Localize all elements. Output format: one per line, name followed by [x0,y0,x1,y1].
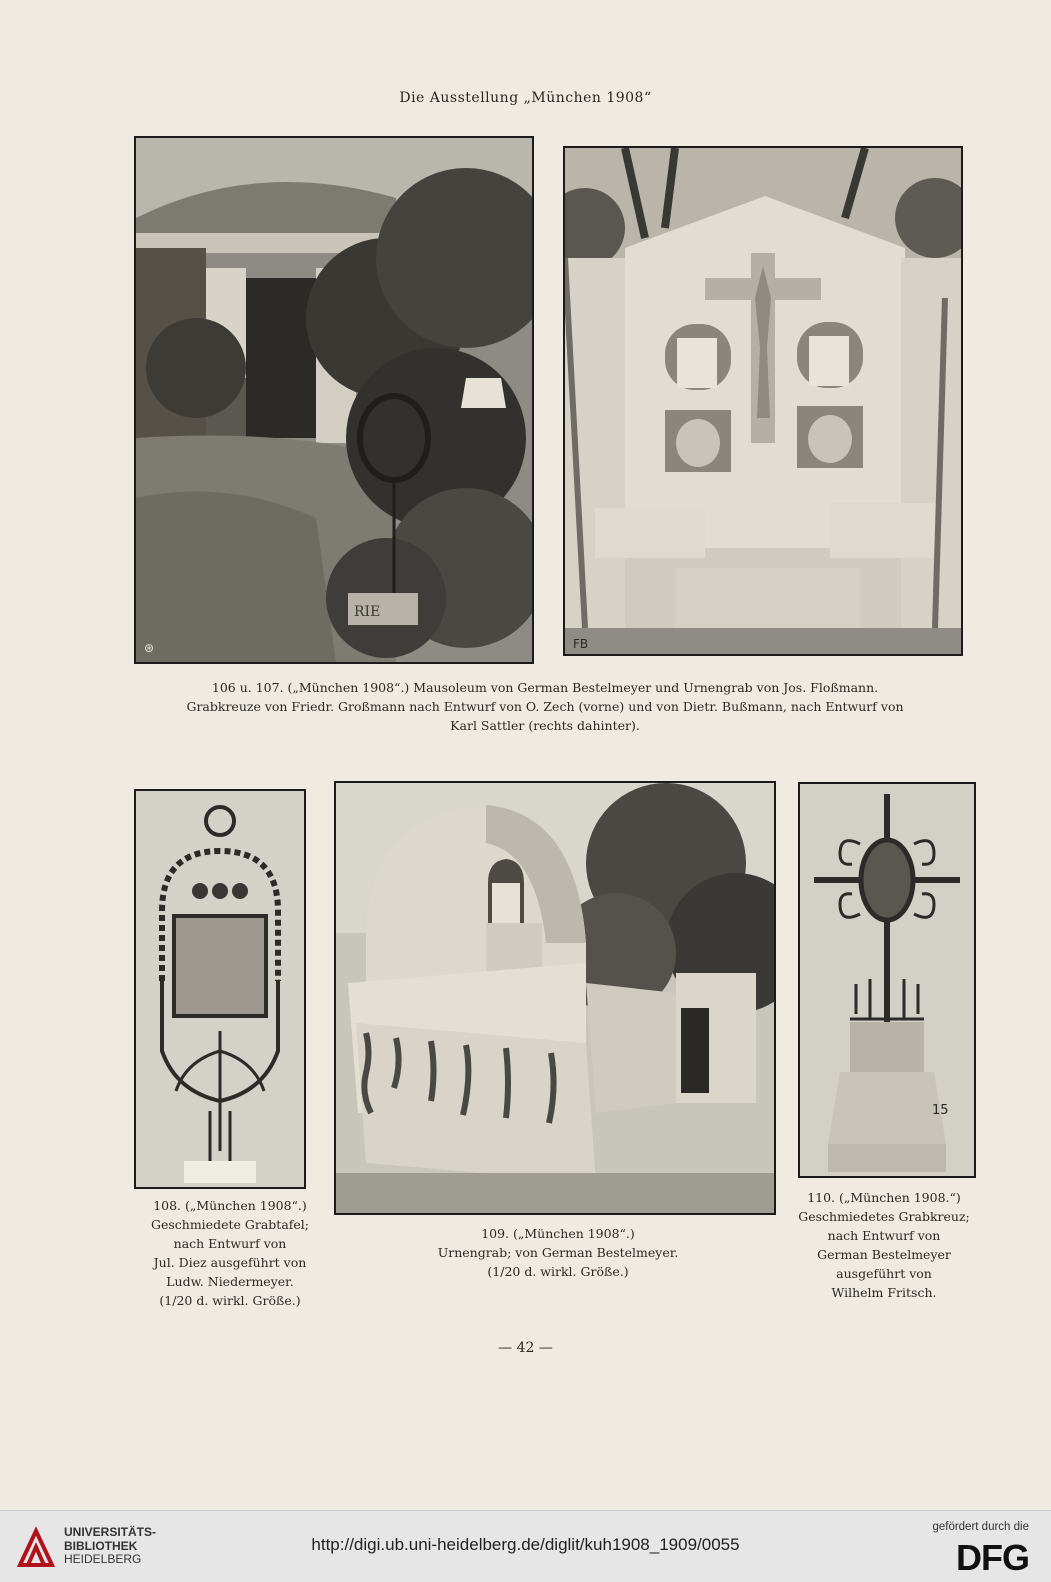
permalink-url[interactable]: http://digi.ub.uni-heidelberg.de/diglit/kuh1908_1909/0055 [311,1535,740,1554]
caption-fig-110 [786,1188,982,1302]
caption-line: Jul. Diez ausgeführt von [153,1255,307,1270]
caption-line: Ludw. Niedermeyer. [166,1274,294,1289]
caption-line: Geschmiedetes Grabkreuz; [798,1209,970,1224]
caption-line: 108. („München 1908“.) [153,1198,307,1213]
page-number: — 42 — [498,1340,553,1356]
caption-line: Wilhelm Fritsch. [831,1285,937,1300]
caption-line: nach Entwurf von [173,1236,287,1251]
caption-line: ausgeführt von [836,1266,932,1281]
caption-line: 110. („München 1908.“) [807,1190,961,1205]
plinth-number: 15 [932,1103,949,1118]
digital-library-footer [0,1510,1051,1582]
monogram-left: ⊛ [144,641,155,655]
running-head: Die Ausstellung „München 1908“ [399,90,652,106]
funding-label: gefördert durch die [932,1521,1029,1533]
caption-fig-106-107 [130,678,960,735]
caption-line: Urnengrab; von German Bestelmeyer. [437,1245,679,1260]
caption-line: Karl Sattler (rechts dahinter). [450,718,640,733]
photo-mausoleum [134,136,534,664]
library-name-line: UNIVERSITÄTS- [64,1525,157,1539]
caption-fig-108 [130,1196,330,1310]
caption-line: German Bestelmeyer [817,1247,951,1262]
library-name-line: HEIDELBERG [64,1552,142,1566]
dfg-logo[interactable]: DFG [956,1537,1029,1578]
monogram-right: FB [573,637,589,651]
caption-line: nach Entwurf von [827,1228,941,1243]
caption-line: Grabkreuze von Friedr. Großmann nach Entwurf von O. Zech (vorne) und von Dietr. Bußmann, nach Entwurf von [186,699,904,714]
caption-line: (1/20 d. wirkl. Größe.) [159,1293,301,1308]
library-name-line: BIBLIOTHEK [64,1538,138,1553]
caption-line: 106 u. 107. („München 1908“.) Mausoleum von German Bestelmeyer und Urnengrab von Jos. Floßmann. [211,680,879,695]
caption-line: 109. („München 1908“.) [481,1226,635,1241]
caption-fig-109 [408,1224,708,1281]
caption-line: (1/20 d. wirkl. Größe.) [487,1264,629,1279]
photo-urn-tomb-crucifix [563,146,963,656]
photo-urn-grave [334,781,776,1215]
photo-wrought-grave-plaque [134,789,306,1189]
stone-inscription: RIE [354,604,381,620]
caption-line: Geschmiedete Grabtafel; [150,1217,309,1232]
photo-wrought-grave-cross [798,782,976,1178]
